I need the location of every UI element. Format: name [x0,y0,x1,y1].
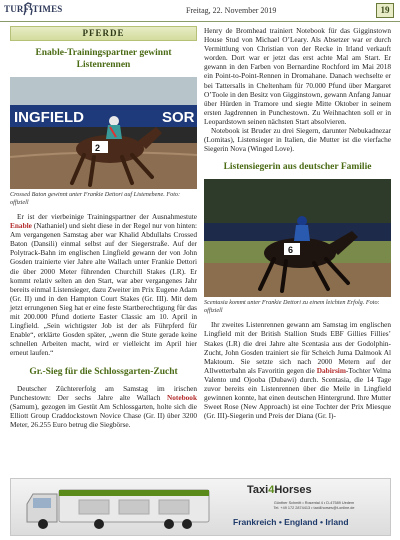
advertisement-banner[interactable] [10,478,391,536]
article-headline: Enable-Trainingspartner gewinnt Listenrennen [35,48,172,70]
race-photo-crossed-baton [10,77,197,189]
race-photo-graphic [10,77,197,189]
section-label: PFERDE [10,26,197,41]
saddle-cloth-number: 2 [95,143,101,153]
text-run: (Samum), gezogen im Gestüt Am Schlossgarten, holte sich die Elliott Group Craddockstown Novice Chase (Gr. II) über 3200 Meter, 26.255 Euro betrug die Siegbörse. [10,401,197,429]
article-headline-2: Gr.-Sieg für die Schlossgarten-Zucht [29,366,178,377]
text-run: -Tochter Velma Valento und Ojooba (Dubawi) durch. Scentasia, die 14 Tage zuvor bereits ein Listenrennen über die Meile in Lingfield gewinnen konnte, hat einen deutschen Hintergrund. Ihre Mutter Sweet Rose (New Approach) ist eine Tochter der Prix Miesque (Gr. III)-Siegerin und Preis der Diana (Gr. I)- [204,365,391,421]
issue-date: Freitag, 22. November 2019 [186,6,277,15]
highlighted-name: Notebook [167,392,197,402]
horse-truck-icon [19,484,219,532]
right-column [204,26,391,420]
signage-text-right: SOR [162,109,195,126]
ad-brand-logo: Taxi4Horses [247,484,312,496]
ad-contact: Günther Schmitt • Rosental 4 • D-47589 Uedem Tel. +49 172 2874413 • taxi4horses@t-online.de [273,501,355,510]
article-continuation [204,26,391,153]
ad-countries: Frankreich • England • Irland [233,517,349,527]
article-body [10,212,197,358]
race-photo-scentasia [204,179,391,297]
highlighted-name: Enable [10,221,32,231]
highlighted-name: Dabirsim [316,365,346,375]
photo-caption-2: Scentasia kommt unter Frankie Dettori zu einem leichten Erfolg. Foto: offiziell [204,299,380,314]
text-run: Er ist der vierbeinige Trainingspartner der Ausnahmestute [17,212,197,221]
text-run: Deutscher Züchtererfolg am Samstag im irischen Punchestown: Der sechs Jahre alte Wallach [10,383,197,402]
publication-logo: TURF-TIMES [4,4,63,14]
article-body-2 [10,384,197,429]
page-header [0,0,400,22]
article-paragraph: Henry de Bromhead trainiert Notebook für das Gigginstown House Stud von Michael O’Leary. Als Absetzer war er durch Vermittlung von Christian von der Recke in Irland verkauft worden. Dort war er jetzt das erst achte Mal am Start. Er gewann in den Farben von Bernardine Rochford im Mai 2018 ein Point-to-Point-Rennen in Dromahane. Danach wechselte er bei Tattersalls in Cheltenham für 70.000 Pfund über Margaret O’Toole in den Besitz von Gigginstown, gewann Anfang Januar über Hürden in Tramore und siegte Mitte Oktober in seinem ersten Jagdrennen in Punchestown. Zu Weihnachten soll er in Leopardstown seinen nächsten Start absolvieren. [204,26,391,126]
signage-text: INGFIELD [14,109,84,126]
page-number: 19 [376,3,394,18]
photo-caption: Crossed Baton gewinnt unter Frankie Dettori auf Listenebene. Foto: offiziell [10,191,181,206]
article-paragraph [204,320,391,420]
article-headline-3: Listensiegerin aus deutscher Familie [223,162,372,173]
horse-logo-icon [21,1,35,17]
text-run: Ihr zweites Listenrennen gewann am Samstag im englischen Lingfield mit der British Stallion Studs EBF Gillies Fillies’ Stakes (LR) die drei Jahre alte Scentasia aus der Godolphin-Zucht, John Gosden trainiert sie für Scheich Juma Dalmook Al Maktoum. Sie setzte sich nach 2000 Metern auf der Allwetterbahn als Favoritin gegen die [204,320,391,375]
article-body-3 [204,320,391,420]
text-run: (Nathaniel) und sieht diese in der Regel nur von hinten: Am vergangenen Samstag aber war Khalid Abdullahs Crossed Baton (Dansili) einmal selbst auf der Siegerstraße. Auf der Polytrack-Bahn im englischen Lingfield gewann der von John Gosden trainierte vier Jahre alte Wallach unter Frankie Dettori die über 2000 Meter führenden Churchill Stakes (LR). Er kommt relativ selten an den Start, war aber vergangenes Jahr bereits einmal Listensieger, dazu Zweiter im Prix Eugene Adam (Gr. II) und in den Hampton Court Stakes (Gr. III). Mit dem jetzt errungenen Sieg hat er eine feste Startberechtigung für das mit 200.000 Pfund dotierte Easter Classic am 10. April in Lingfield. „Sein wichtigster Job ist der als Führpferd für Enable“, erklärte Gosden später, „wenn die Stute gerade keine schnellen Arbeiten macht, wird er vielleicht im April hier erneut laufen.“ [10,221,197,358]
article-paragraph: Notebook ist Bruder zu drei Siegern, darunter Nebukadnezar (Lomitas), Listensieger in Italien, die Mutter ist die vierfache Siegerin Nova (Winged Love). [204,126,391,154]
article-paragraph [10,212,197,358]
race-photo-graphic-2 [204,179,391,297]
left-column [10,26,197,429]
saddle-cloth-number: 6 [288,245,294,256]
article-paragraph [10,384,197,429]
